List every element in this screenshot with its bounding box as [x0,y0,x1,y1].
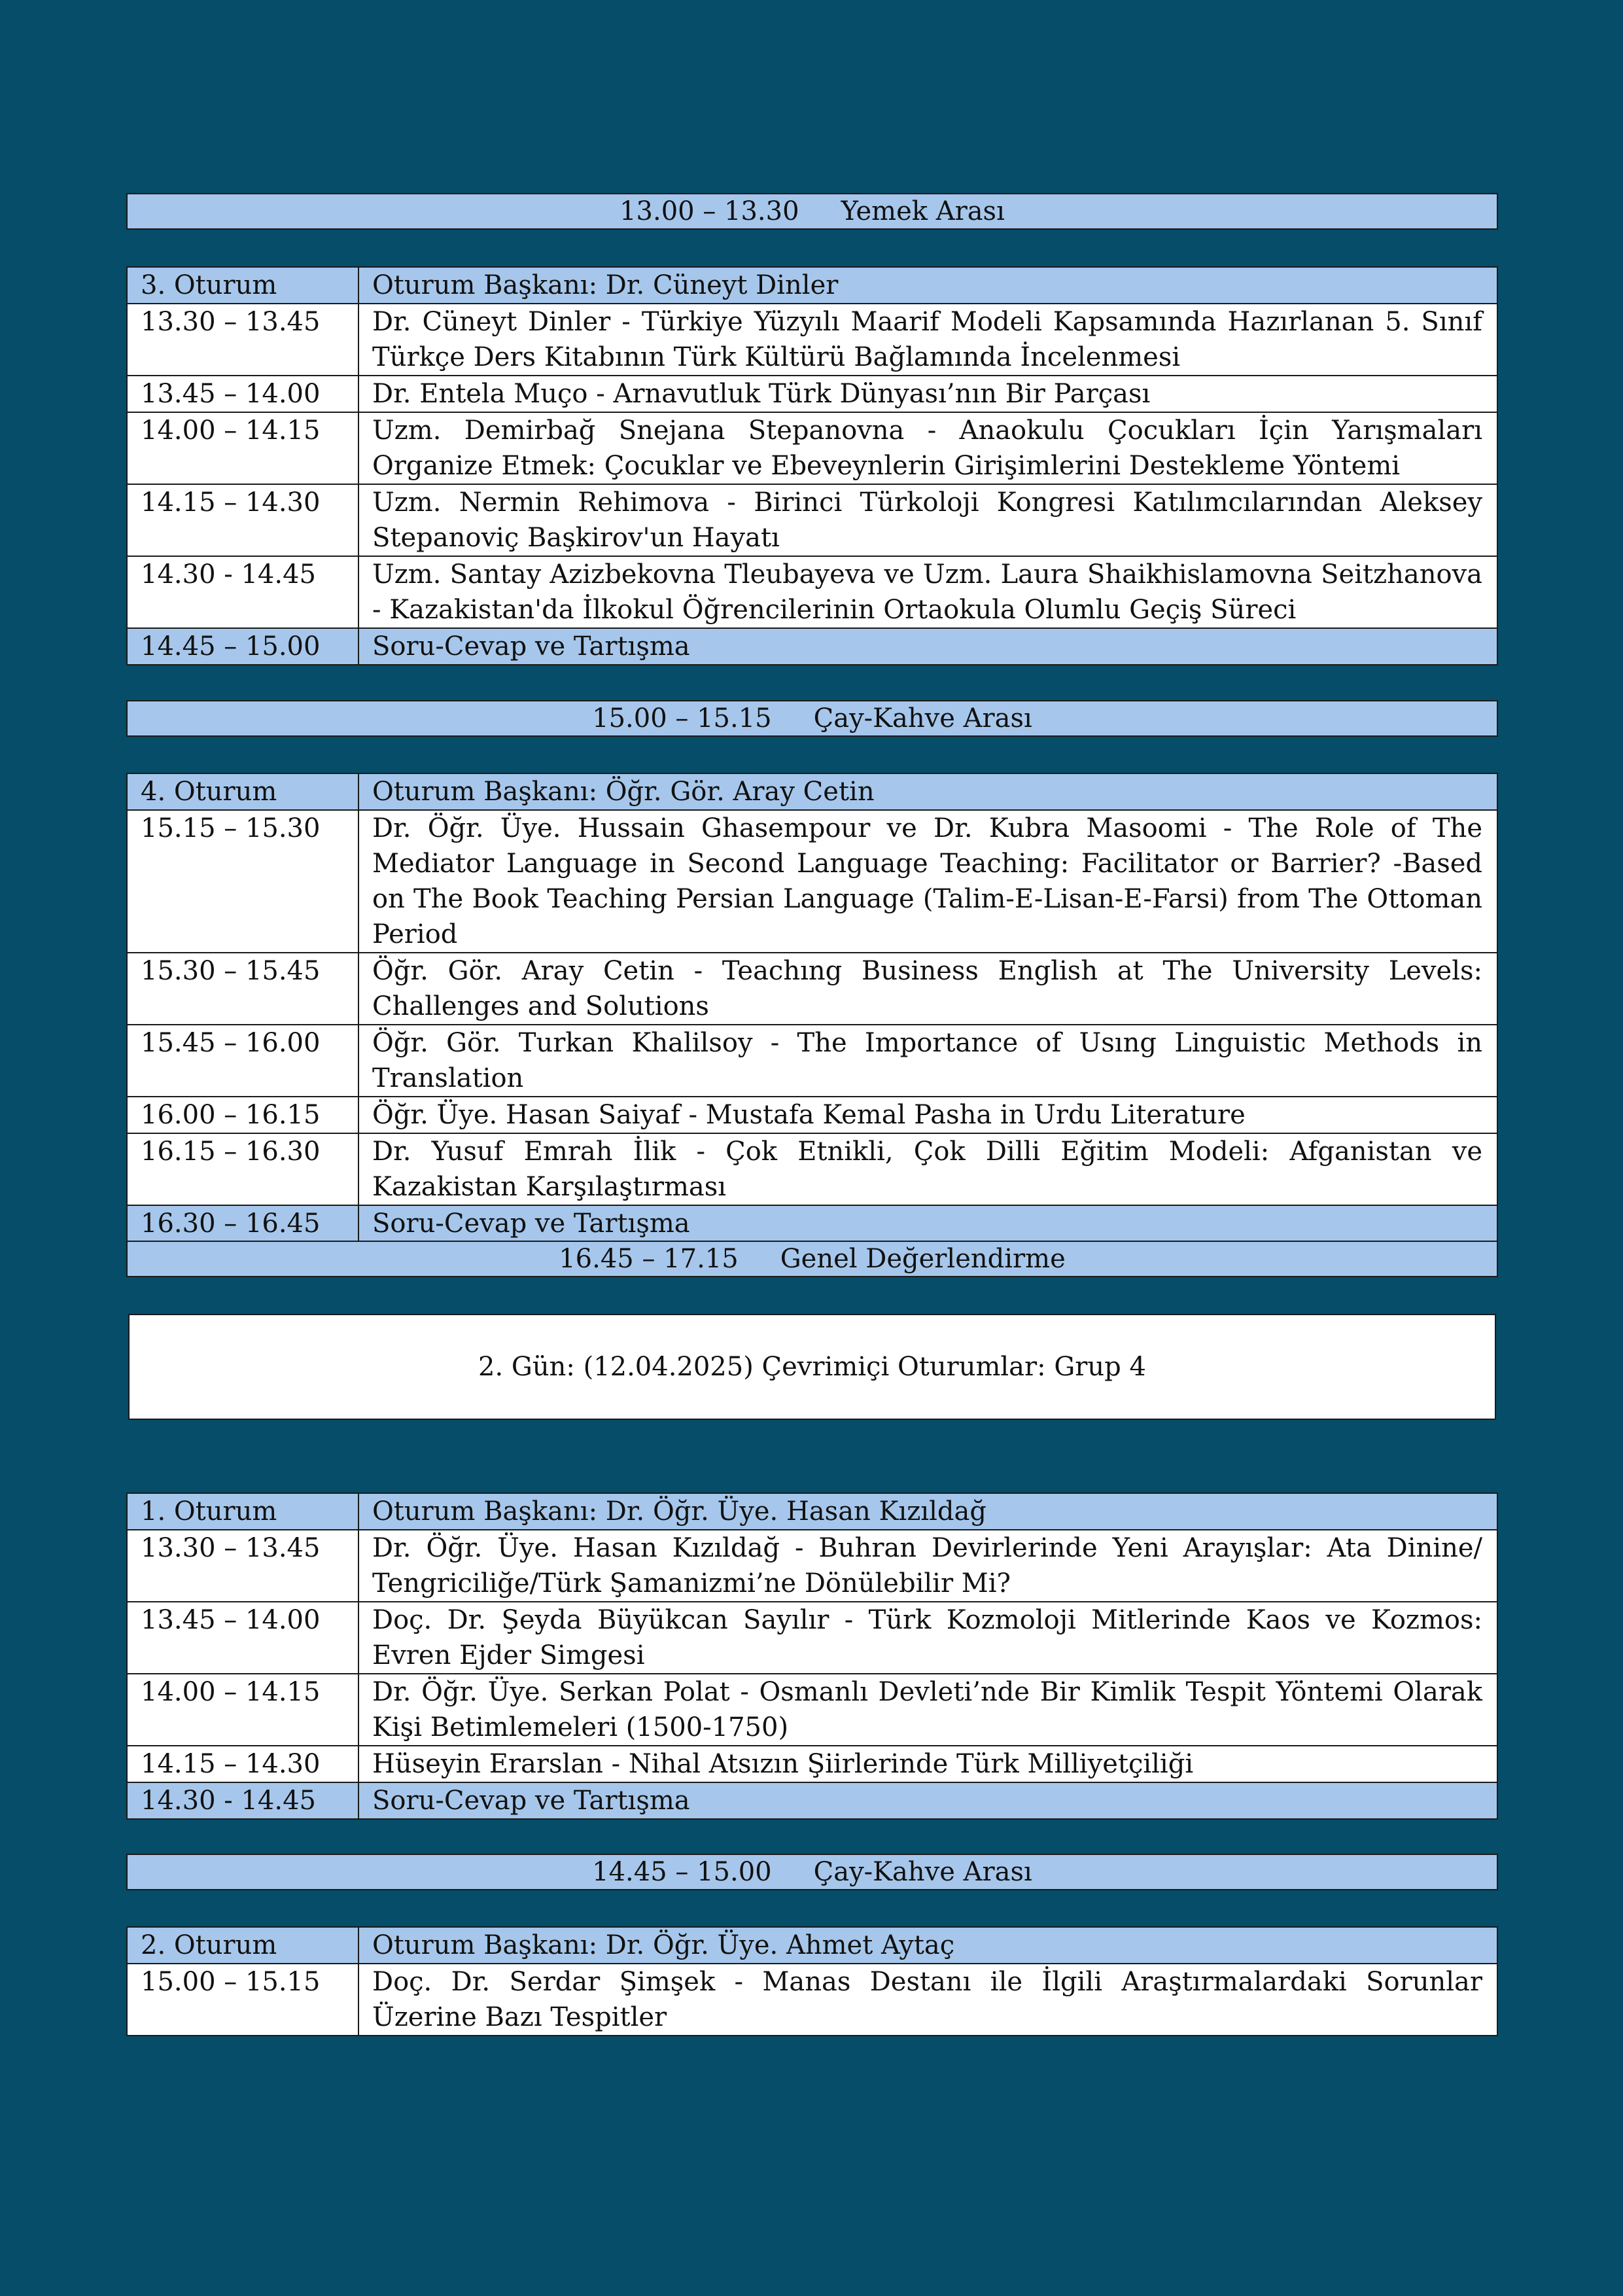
session-header-row [127,1927,1497,1964]
break-time: 13.00 – 13.30 [620,196,799,226]
table-row [127,1746,1497,1782]
day-header-text: 2. Gün: (12.04.2025) Çevrimiçi Oturumlar: Grup 4 [478,1352,1146,1382]
slot-time: 14.30 - 14.45 [127,556,358,628]
table-row [127,1964,1497,2036]
slot-time: 14.30 - 14.45 [127,1782,358,1819]
presentation-title: Dr. Entela Muço - Arnavutluk Türk Dünyası’nın Bir Parçası [358,376,1497,412]
table-row [127,953,1497,1025]
slot-time: 15.15 – 15.30 [127,810,358,953]
slot-time: 14.15 – 14.30 [127,1746,358,1782]
qa-row [127,628,1497,665]
break-label: Yemek Arası [841,196,1005,226]
break-time: 15.00 – 15.15 [592,703,772,733]
session-chair: Oturum Başkanı: Öğr. Gör. Aray Cetin [358,773,1497,810]
slot-time: 14.00 – 14.15 [127,412,358,484]
slot-time: 15.00 – 15.15 [127,1964,358,2036]
break-time: 16.45 – 17.15 [559,1244,739,1274]
qa-label: Soru-Cevap ve Tartışma [358,628,1497,665]
qa-label: Soru-Cevap ve Tartışma [358,1205,1497,1242]
qa-row [127,1782,1497,1819]
table-row [127,1025,1497,1097]
table-row [127,1530,1497,1602]
presentation-title: Öğr. Gör. Aray Cetin - Teachıng Business English at The University Levels: Challenges and Solutions [358,953,1497,1025]
presentation-title: Dr. Öğr. Üye. Serkan Polat - Osmanlı Devleti’nde Bir Kimlik Tespit Yöntemi Olarak Kişi Betimlemeleri (1500-1750) [358,1674,1497,1746]
session-name: 4. Oturum [127,773,358,810]
slot-time: 16.15 – 16.30 [127,1133,358,1205]
slot-time: 13.45 – 14.00 [127,1602,358,1674]
table-row [127,1674,1497,1746]
day2-session-1-table [126,1492,1498,1820]
table-row [127,1097,1497,1133]
qa-row [127,1205,1497,1242]
qa-label: Soru-Cevap ve Tartışma [358,1782,1497,1819]
session-header-row [127,1493,1497,1530]
slot-time: 16.30 – 16.45 [127,1205,358,1242]
presentation-title: Dr. Öğr. Üye. Hussain Ghasempour ve Dr. Kubra Masoomi - The Role of The Mediator Language in Second Language Teaching: Facilitator or Barrier? -Based on The Book Teaching Persian Language (Talim-E-Lisan-E-Farsi) from The Ottoman Period [358,810,1497,953]
slot-time: 16.00 – 16.15 [127,1097,358,1133]
presentation-title: Öğr. Üye. Hasan Saiyaf - Mustafa Kemal Pasha in Urdu Literature [358,1097,1497,1133]
presentation-title: Uzm. Nermin Rehimova - Birinci Türkoloji Kongresi Katılımcılarından Aleksey Stepanoviç Başkirov'un Hayatı [358,484,1497,556]
slot-time: 14.45 – 15.00 [127,628,358,665]
session-header-row [127,773,1497,810]
day-header [128,1314,1496,1420]
break-label: Çay-Kahve Arası [813,703,1032,733]
break-label: Çay-Kahve Arası [813,1857,1032,1887]
session-name: 3. Oturum [127,267,358,304]
session-name: 2. Oturum [127,1927,358,1964]
break-bar-evaluation [126,1241,1498,1277]
session-chair: Oturum Başkanı: Dr. Öğr. Üye. Hasan Kızıldağ [358,1493,1497,1530]
session-header-row [127,267,1497,304]
slot-time: 14.15 – 14.30 [127,484,358,556]
break-bar-lunch [126,193,1498,230]
table-row [127,304,1497,376]
break-bar-coffee [126,700,1498,737]
presentation-title: Uzm. Santay Azizbekovna Tleubayeva ve Uzm. Laura Shaikhislamovna Seitzhanova - Kazakistan'da İlkokul Öğrencilerinin Ortaokula Olumlu Geçiş Süreci [358,556,1497,628]
break-bar-coffee-day2 [126,1854,1498,1890]
table-row [127,1602,1497,1674]
table-row [127,376,1497,412]
table-row [127,1133,1497,1205]
slot-time: 15.45 – 16.00 [127,1025,358,1097]
table-row [127,484,1497,556]
slot-time: 15.30 – 15.45 [127,953,358,1025]
table-row [127,412,1497,484]
slot-time: 13.30 – 13.45 [127,304,358,376]
session-chair: Oturum Başkanı: Dr. Cüneyt Dinler [358,267,1497,304]
break-label: Genel Değerlendirme [780,1244,1066,1274]
presentation-title: Doç. Dr. Şeyda Büyükcan Sayılır - Türk Kozmoloji Mitlerinde Kaos ve Kozmos: Evren Ejder Simgesi [358,1602,1497,1674]
slot-time: 13.30 – 13.45 [127,1530,358,1602]
presentation-title: Dr. Cüneyt Dinler - Türkiye Yüzyılı Maarif Modeli Kapsamında Hazırlanan 5. Sınıf Türkçe Ders Kitabının Türk Kültürü Bağlamında İncelenmesi [358,304,1497,376]
slot-time: 13.45 – 14.00 [127,376,358,412]
session-4-table [126,773,1498,1243]
session-chair: Oturum Başkanı: Dr. Öğr. Üye. Ahmet Aytaç [358,1927,1497,1964]
day2-session-2-table [126,1926,1498,2036]
session-name: 1. Oturum [127,1493,358,1530]
table-row [127,556,1497,628]
break-time: 14.45 – 15.00 [592,1857,772,1887]
session-3-table [126,266,1498,665]
presentation-title: Hüseyin Erarslan - Nihal Atsızın Şiirlerinde Türk Milliyetçiliği [358,1746,1497,1782]
presentation-title: Doç. Dr. Serdar Şimşek - Manas Destanı ile İlgili Araştırmalardaki Sorunlar Üzerine Bazı Tespitler [358,1964,1497,2036]
table-row [127,810,1497,953]
slot-time: 14.00 – 14.15 [127,1674,358,1746]
presentation-title: Dr. Öğr. Üye. Hasan Kızıldağ - Buhran Devirlerinde Yeni Arayışlar: Ata Dinine/ Tengriciliğe/Türk Şamanizmi’ne Dönülebilir Mi? [358,1530,1497,1602]
presentation-title: Uzm. Demirbağ Snejana Stepanovna - Anaokulu Çocukları İçin Yarışmaları Organize Etmek: Çocuklar ve Ebeveynlerin Girişimlerini Destekleme Yöntemi [358,412,1497,484]
presentation-title: Dr. Yusuf Emrah İlik - Çok Etnikli, Çok Dilli Eğitim Modeli: Afganistan ve Kazakistan Karşılaştırması [358,1133,1497,1205]
presentation-title: Öğr. Gör. Turkan Khalilsoy - The Importance of Usıng Linguistic Methods in Translation [358,1025,1497,1097]
